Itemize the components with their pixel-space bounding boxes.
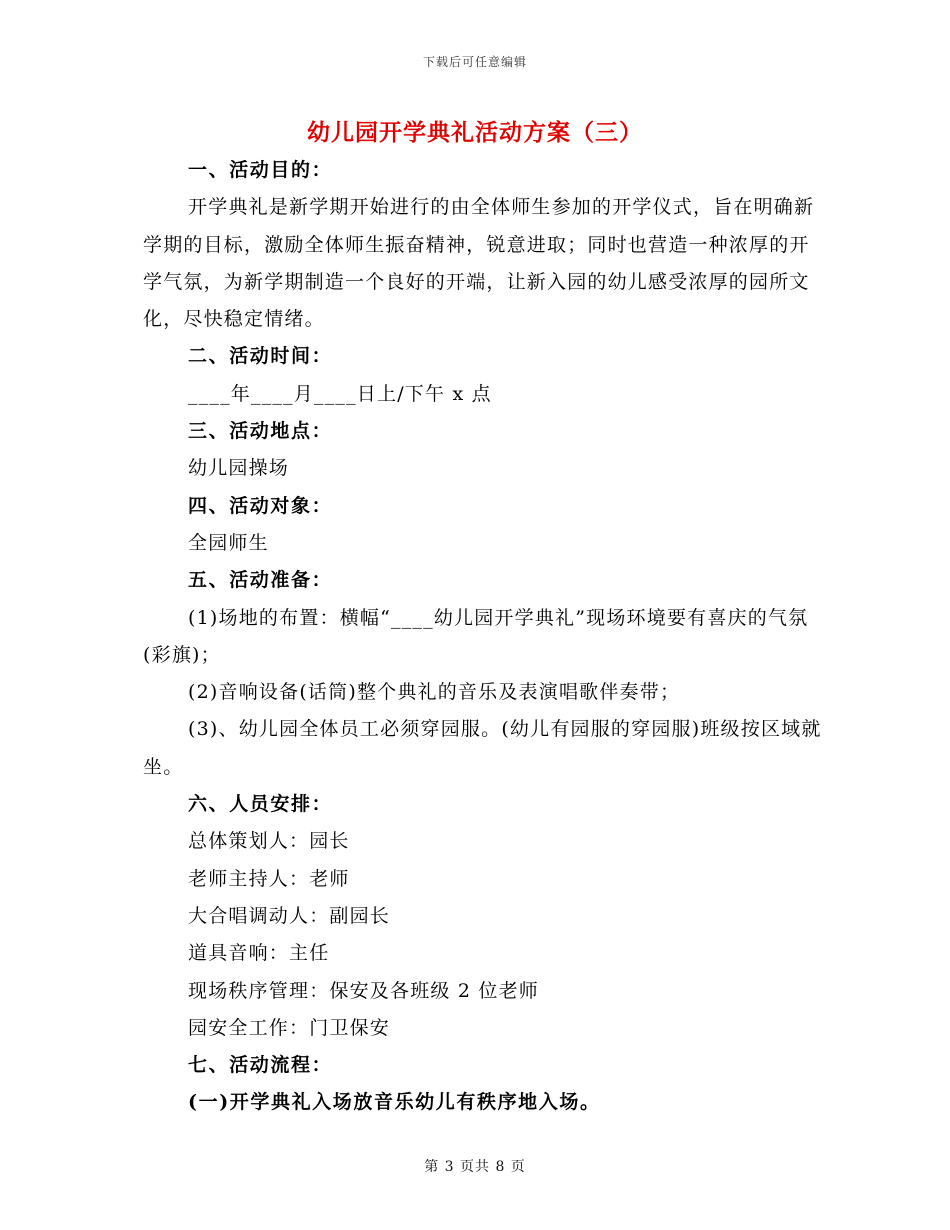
paragraph-location: 幼儿园操场: [188, 457, 290, 480]
document-body: [143, 152, 823, 1122]
paragraph-time: ____年____月____日上/下午 x 点: [188, 382, 492, 405]
list-item: 园安全工作：门卫保安: [188, 1016, 391, 1039]
section-heading-audience: 四、活动对象：: [188, 494, 333, 517]
paragraph-audience: 全园师生: [188, 531, 269, 554]
section-heading-preparation: 五、活动准备：: [188, 569, 333, 592]
section-heading-process: 七、活动流程：: [188, 1054, 333, 1077]
section-heading-purpose: 一、活动目的：: [188, 159, 333, 181]
list-item: 道具音响：主任: [188, 942, 330, 965]
section-heading-time: 二、活动时间：: [188, 345, 333, 368]
list-item: 大合唱调动人：副园长: [188, 904, 391, 927]
list-item: 老师主持人：老师: [188, 867, 350, 890]
list-item: 总体策划人：园长: [188, 830, 350, 853]
paragraph-purpose: 开学典礼是新学期开始进行的由全体师生参加的开学仪式，旨在明确新学期的目标，激励全体师生振奋精神，锐意进取；同时也营造一种浓厚的开学气氛，为新学期制造一个良好的开端，让新入园的幼儿感受浓厚的园所文化，尽快稳定情绪。: [143, 196, 815, 331]
page-header-note: 下载后可任意编辑: [422, 55, 527, 69]
page-title: 幼儿园开学典礼活动方案（三）: [307, 119, 643, 146]
paragraph-preparation-1: (1)场地的布置：横幅“____幼儿园开学典礼”现场环境要有喜庆的气氛(彩旗)；: [143, 606, 809, 666]
subheading-process-entry: (一)开学典礼入场放音乐幼儿有秩序地入场。: [188, 1091, 601, 1114]
section-heading-staff: 六、人员安排：: [188, 793, 333, 816]
page-number: 第 3 页共 8 页: [424, 1159, 526, 1175]
section-heading-location: 三、活动地点：: [188, 420, 333, 443]
list-item: 现场秩序管理：保安及各班级 2 位老师: [188, 979, 539, 1002]
paragraph-preparation-3: (3)、幼儿园全体员工必须穿园服。(幼儿有园服的穿园服)班级按区域就坐。: [143, 718, 822, 778]
paragraph-preparation-2: (2)音响设备(话筒)整个典礼的音乐及表演唱歌伴奏带；: [188, 681, 681, 704]
